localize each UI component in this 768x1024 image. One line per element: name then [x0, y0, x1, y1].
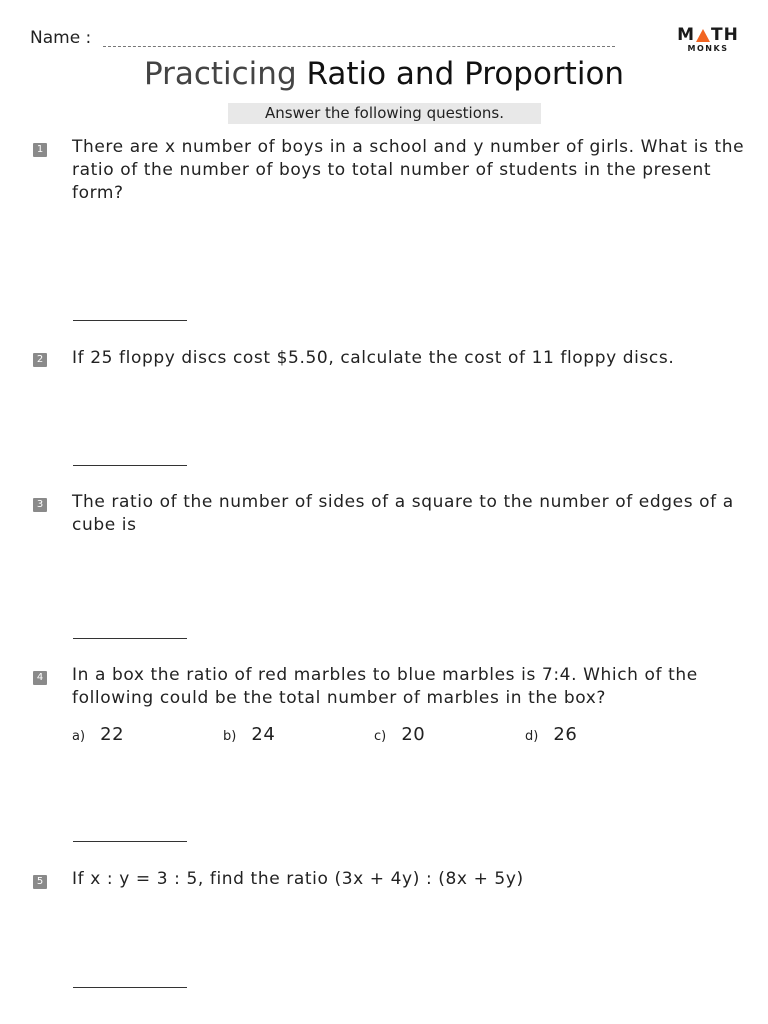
- question-text: If x : y = 3 : 5, find the ratio (3x + 4y) : (8x + 5y): [72, 869, 524, 889]
- option-letter: d): [525, 729, 539, 744]
- question-text: There are x number of boys in a school and y number of girls. What is the ratio of the number of boys to total number of students in the present form?: [72, 137, 745, 203]
- logo-subtitle: MONKS: [687, 44, 729, 53]
- answer-line[interactable]: [73, 841, 187, 842]
- option-value: 26: [553, 724, 578, 745]
- question-number-badge: 3: [33, 498, 47, 512]
- name-field-line[interactable]: [103, 46, 615, 47]
- option-value: 24: [251, 724, 276, 745]
- title-light: Practicing: [143, 56, 307, 92]
- answer-line[interactable]: [73, 638, 187, 639]
- option-value: 20: [401, 724, 426, 745]
- option-value: 22: [100, 724, 125, 745]
- question-text: If 25 floppy discs cost $5.50, calculate the cost of 11 floppy discs.: [72, 348, 675, 368]
- page-title: [0, 56, 768, 92]
- question-number-badge: 5: [33, 875, 47, 889]
- instruction-banner: Answer the following questions.: [228, 103, 541, 124]
- option-c[interactable]: [374, 724, 425, 745]
- question-number-badge: 1: [33, 143, 47, 157]
- question-text: The ratio of the number of sides of a square to the number of edges of a cube is: [72, 492, 734, 535]
- option-d[interactable]: [525, 724, 577, 745]
- option-letter: a): [72, 729, 86, 744]
- option-b[interactable]: [223, 724, 275, 745]
- answer-line[interactable]: [73, 987, 187, 988]
- question-number-badge: 4: [33, 671, 47, 685]
- logo-letter-m: M: [677, 25, 696, 45]
- logo-triangle-icon: [696, 29, 710, 42]
- question-number-badge: 2: [33, 353, 47, 367]
- logo-letters-th: TH: [711, 25, 739, 45]
- option-letter: c): [374, 729, 387, 744]
- answer-line[interactable]: [73, 465, 187, 466]
- question-text: In a box the ratio of red marbles to blue marbles is 7:4. Which of the following could be the total number of marbles in the box?: [72, 665, 698, 708]
- title-bold: Ratio and Proportion: [306, 56, 625, 92]
- answer-line[interactable]: [73, 320, 187, 321]
- option-a[interactable]: [72, 724, 124, 745]
- math-monks-logo: [676, 26, 740, 56]
- option-letter: b): [223, 729, 237, 744]
- name-label: Name :: [30, 28, 92, 48]
